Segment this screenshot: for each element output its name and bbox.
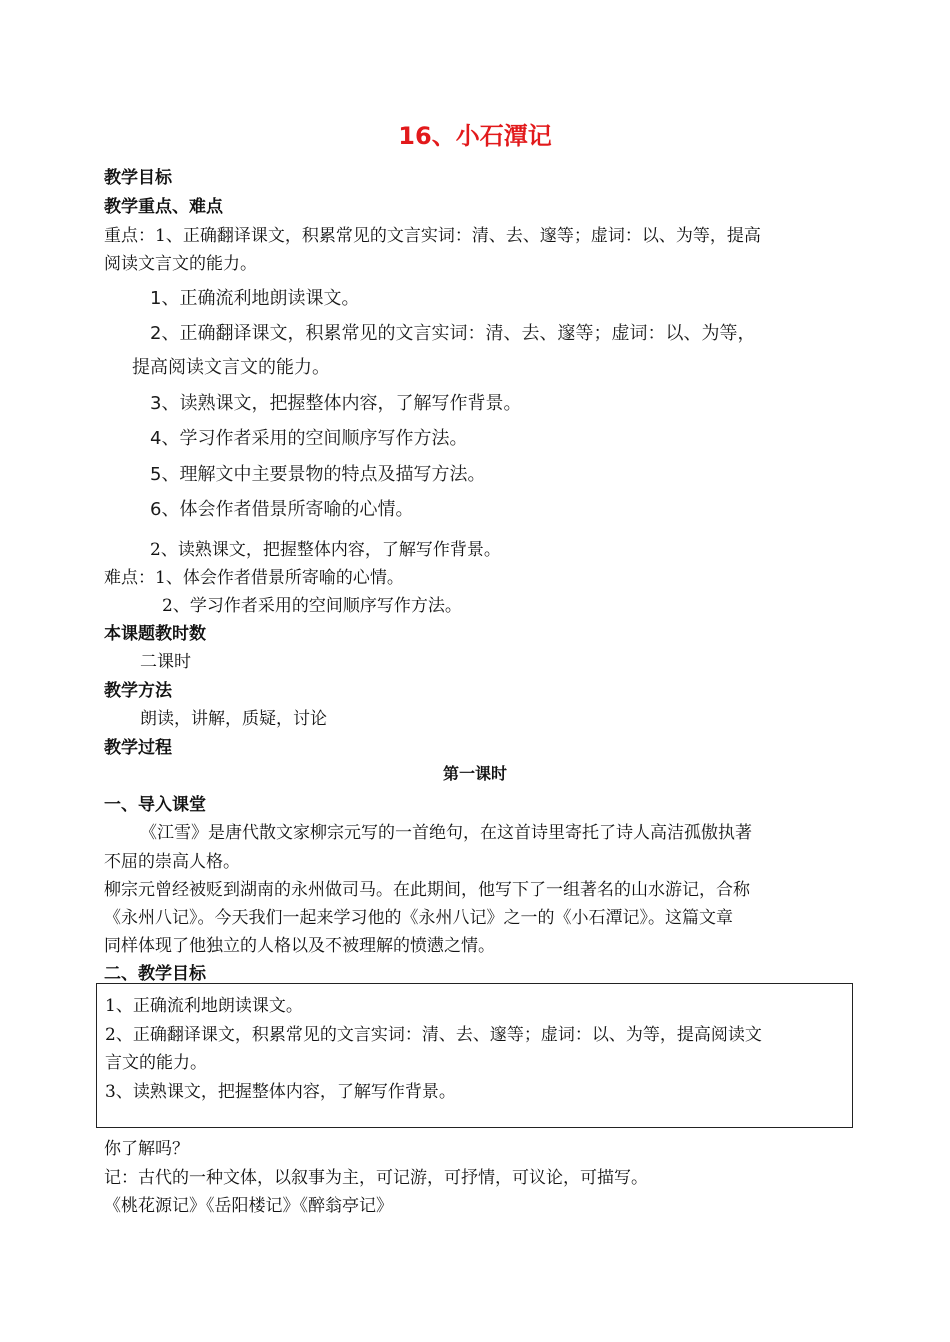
hours-value: 二课时 (140, 652, 191, 672)
lesson-heading: 第一课时 (442, 764, 507, 783)
process-heading: 教学过程 (104, 738, 172, 758)
method-value: 朗读，讲解，质疑，讨论 (140, 709, 327, 729)
objective-item-6: 6、体会作者借景所寄喻的心情。 (150, 499, 414, 520)
intro-heading: 一、导入课堂 (104, 795, 206, 815)
difficulty-line-2: 2、学习作者采用的空间顺序写作方法。 (162, 596, 462, 616)
box-line-1: 1、正确流利地朗读课文。 (105, 996, 303, 1016)
goals-heading: 教学目标 (104, 168, 172, 188)
intro-line-3: 柳宗元曾经被贬到湖南的永州做司马。在此期间，他写下了一组著名的山水游记，合称 (104, 880, 750, 900)
goals2-heading: 二、教学目标 (104, 964, 206, 984)
key-points-line-2: 阅读文言文的能力。 (104, 254, 257, 274)
know-line-2: 《桃花源记》《岳阳楼记》《醉翁亭记》 (104, 1196, 393, 1216)
intro-line-5: 同样体现了他独立的人格以及不被理解的愤懑之情。 (104, 936, 495, 956)
objective-item-2-cont: 提高阅读文言文的能力。 (132, 357, 330, 378)
objective-item-4: 4、学习作者采用的空间顺序写作方法。 (150, 428, 468, 449)
box-line-3: 言文的能力。 (105, 1053, 207, 1073)
difficulty-line-1: 难点：1、体会作者借景所寄喻的心情。 (104, 568, 404, 588)
key-points-line-1: 重点：1、正确翻译课文，积累常见的文言实词：清、去、邃等；虚词：以、为等，提高 (104, 226, 761, 246)
box-line-2: 2、正确翻译课文，积累常见的文言实词：清、去、邃等；虚词：以、为等，提高阅读文 (105, 1025, 762, 1045)
objectives-box (96, 983, 853, 1128)
key-points-heading: 教学重点、难点 (104, 197, 223, 217)
objective-item-3: 3、读熟课文，把握整体内容，了解写作背景。 (150, 393, 522, 414)
hours-heading: 本课题教时数 (104, 624, 206, 644)
intro-line-2: 不屈的崇高人格。 (104, 852, 240, 872)
objective-item-1: 1、正确流利地朗读课文。 (150, 288, 360, 309)
know-line-1: 记：古代的一种文体，以叙事为主，可记游，可抒情，可议论，可描写。 (104, 1168, 648, 1188)
intro-line-1: 《江雪》是唐代散文家柳宗元写的一首绝句，在这首诗里寄托了诗人高洁孤傲执著 (140, 823, 752, 843)
key-points-line-3: 2、读熟课文，把握整体内容，了解写作背景。 (150, 540, 501, 560)
intro-line-4: 《永州八记》。今天我们一起来学习他的《永州八记》之一的《小石潭记》。这篇文章 (104, 908, 733, 928)
box-line-4: 3、读熟课文，把握整体内容，了解写作背景。 (105, 1082, 456, 1102)
page-title: 16、小石潭记 (398, 122, 552, 150)
method-heading: 教学方法 (104, 681, 172, 701)
objective-item-5: 5、理解文中主要景物的特点及描写方法。 (150, 464, 486, 485)
objective-item-2: 2、正确翻译课文，积累常见的文言实词：清、去、邃等；虚词：以、为等， (150, 323, 756, 344)
know-heading: 你了解吗？ (104, 1139, 189, 1159)
